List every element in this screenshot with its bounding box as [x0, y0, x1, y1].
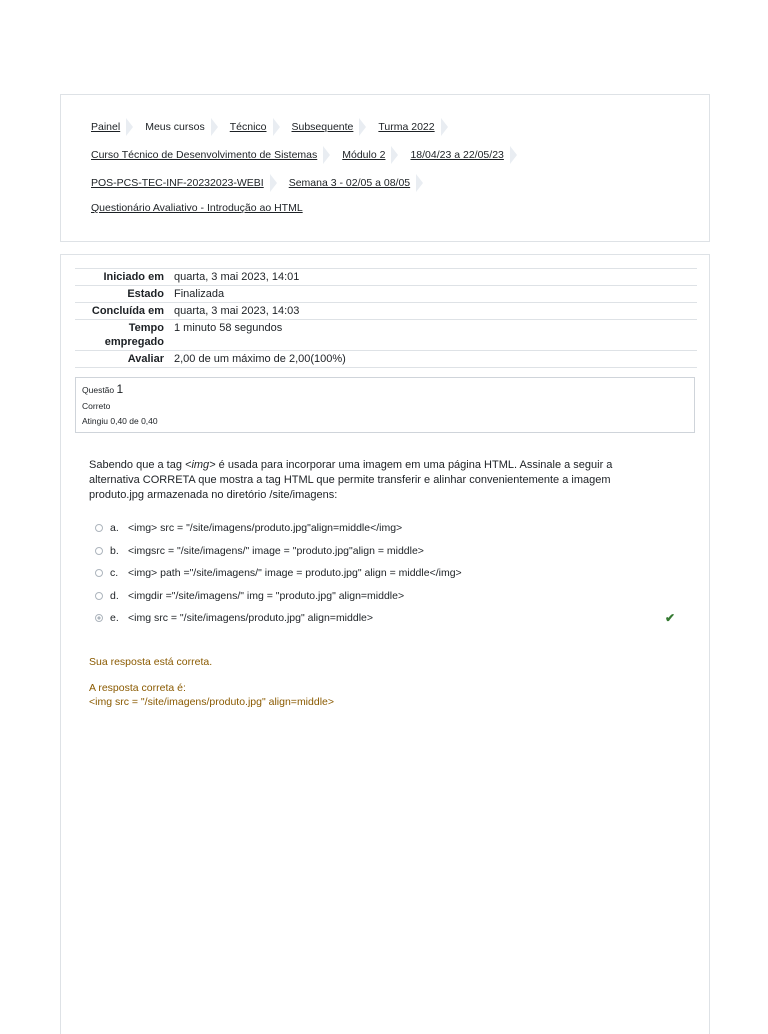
option-text: <img> src = "/site/imagens/produto.jpg"align=middle</img> — [128, 522, 403, 535]
breadcrumb-separator — [270, 174, 277, 192]
summary-value: 2,00 de um máximo de 2,00(100%) — [174, 353, 346, 365]
option-letter: a. — [110, 522, 119, 535]
summary-label: Avaliar — [127, 353, 164, 365]
breadcrumb-separator — [323, 146, 330, 164]
summary-value: quarta, 3 mai 2023, 14:03 — [174, 305, 300, 317]
option-letter: e. — [110, 612, 119, 625]
question-grade: Atingiu 0,40 de 0,40 — [82, 416, 158, 426]
question-text-before: Sabendo que a tag — [89, 459, 186, 471]
breadcrumb-separator — [359, 118, 366, 136]
question-label: Questão — [82, 385, 115, 395]
option-text: <imgdir ="/site/imagens/" img = "produto.jpg" align=middle> — [128, 589, 405, 602]
summary-label: Estado — [127, 288, 164, 300]
breadcrumb-item[interactable] — [289, 174, 435, 192]
breadcrumb-separator — [273, 118, 280, 136]
question-number — [82, 382, 688, 396]
breadcrumb-row-3 — [91, 174, 435, 192]
breadcrumb-link-modulo[interactable]: Módulo 2 — [342, 149, 386, 161]
breadcrumb-item[interactable] — [91, 202, 303, 214]
breadcrumb-separator — [441, 118, 448, 136]
breadcrumb-link-curso[interactable]: Curso Técnico de Desenvolvimento de Sistemas — [91, 149, 318, 161]
question-text-after: é usada para incorporar uma imagem em uma página HTML. Assinale a seguir a alternativa CORRETA que mostra a tag HTML que permite transferir e alinhar convenientemente a imagem produto.jpg armazenada no diretório /site/imagens: — [89, 459, 613, 501]
summary-row-grade — [75, 350, 697, 368]
breadcrumb-separator — [416, 174, 423, 192]
feedback-general: Sua resposta está correta. — [89, 656, 213, 668]
answer-option-e[interactable] — [95, 607, 685, 630]
option-letter: c. — [110, 567, 119, 580]
summary-row-started — [75, 268, 697, 285]
answer-options — [95, 517, 685, 630]
feedback-right-label: A resposta correta é: — [89, 682, 186, 694]
breadcrumb-separator — [211, 118, 218, 136]
breadcrumb-text-meus-cursos: Meus cursos — [145, 121, 205, 133]
breadcrumb-link-turma[interactable]: Turma 2022 — [378, 121, 435, 133]
breadcrumb-item[interactable] — [91, 146, 342, 164]
check-icon: ✔ — [665, 611, 676, 625]
answer-option-a[interactable] — [95, 517, 685, 540]
option-text: <img> path ="/site/imagens/" image = produto.jpg" align = middle</img> — [128, 567, 462, 580]
breadcrumb-separator — [510, 146, 517, 164]
breadcrumb-link-semana[interactable]: Semana 3 - 02/05 a 08/05 — [288, 177, 411, 189]
radio-button[interactable] — [95, 547, 103, 555]
answer-option-c[interactable] — [95, 562, 685, 585]
option-text: <img src = "/site/imagens/produto.jpg" align=middle> — [128, 612, 374, 625]
summary-label: Iniciado em — [103, 271, 164, 283]
breadcrumb-link-tecnico[interactable]: Técnico — [229, 121, 267, 133]
summary-row-state — [75, 285, 697, 302]
breadcrumb-item[interactable] — [91, 174, 289, 192]
breadcrumb-panel — [60, 94, 710, 242]
breadcrumb-item — [145, 118, 230, 136]
breadcrumb-item[interactable] — [378, 118, 459, 136]
breadcrumb-row-4 — [91, 202, 303, 214]
feedback-section — [89, 655, 334, 709]
breadcrumb-link-periodo[interactable]: 18/04/23 a 22/05/23 — [410, 149, 504, 161]
option-text: <imgsrc = "/site/imagens/" image = "produto.jpg"align = middle> — [128, 544, 424, 557]
breadcrumb-link-painel[interactable]: Painel — [91, 121, 121, 133]
breadcrumb-link-questionario[interactable]: Questionário Avaliativo - Introdução ao HTML — [91, 202, 303, 214]
radio-button-selected[interactable] — [95, 614, 103, 622]
answer-option-b[interactable] — [95, 540, 685, 563]
summary-value: Finalizada — [174, 288, 225, 300]
breadcrumb-item[interactable] — [410, 146, 528, 164]
question-number-value: 1 — [116, 382, 124, 396]
option-letter: b. — [110, 544, 119, 557]
question-state: Correto — [82, 401, 111, 411]
question-text-tag: <img> — [185, 459, 216, 471]
summary-value: quarta, 3 mai 2023, 14:01 — [174, 271, 300, 283]
breadcrumb-separator — [391, 146, 398, 164]
option-letter: d. — [110, 589, 119, 602]
answer-option-d[interactable] — [95, 585, 685, 608]
radio-button[interactable] — [95, 524, 103, 532]
breadcrumb-item[interactable] — [292, 118, 379, 136]
summary-row-completed — [75, 302, 697, 319]
breadcrumb-row-1 — [91, 118, 460, 136]
question-text — [89, 458, 659, 503]
summary-label: Tempo empregado — [104, 322, 164, 348]
breadcrumb-item[interactable] — [91, 118, 145, 136]
summary-row-time-taken — [75, 319, 697, 350]
breadcrumb-separator — [126, 118, 133, 136]
radio-button[interactable] — [95, 592, 103, 600]
radio-button[interactable] — [95, 569, 103, 577]
breadcrumb-link-disciplina[interactable]: POS-PCS-TEC-INF-20232023-WEBI — [91, 177, 264, 189]
breadcrumb-row-2 — [91, 146, 529, 164]
attempt-summary-table — [75, 268, 697, 368]
breadcrumb-item[interactable] — [230, 118, 292, 136]
question-info-box — [75, 377, 695, 433]
breadcrumb-item[interactable] — [342, 146, 410, 164]
quiz-review-panel — [60, 254, 710, 1034]
summary-value: 1 minuto 58 segundos — [174, 322, 283, 334]
feedback-right-answer: <img src = "/site/imagens/produto.jpg" align=middle> — [89, 696, 335, 708]
breadcrumb-link-subsequente[interactable]: Subsequente — [291, 121, 354, 133]
summary-label: Concluída em — [91, 305, 164, 317]
